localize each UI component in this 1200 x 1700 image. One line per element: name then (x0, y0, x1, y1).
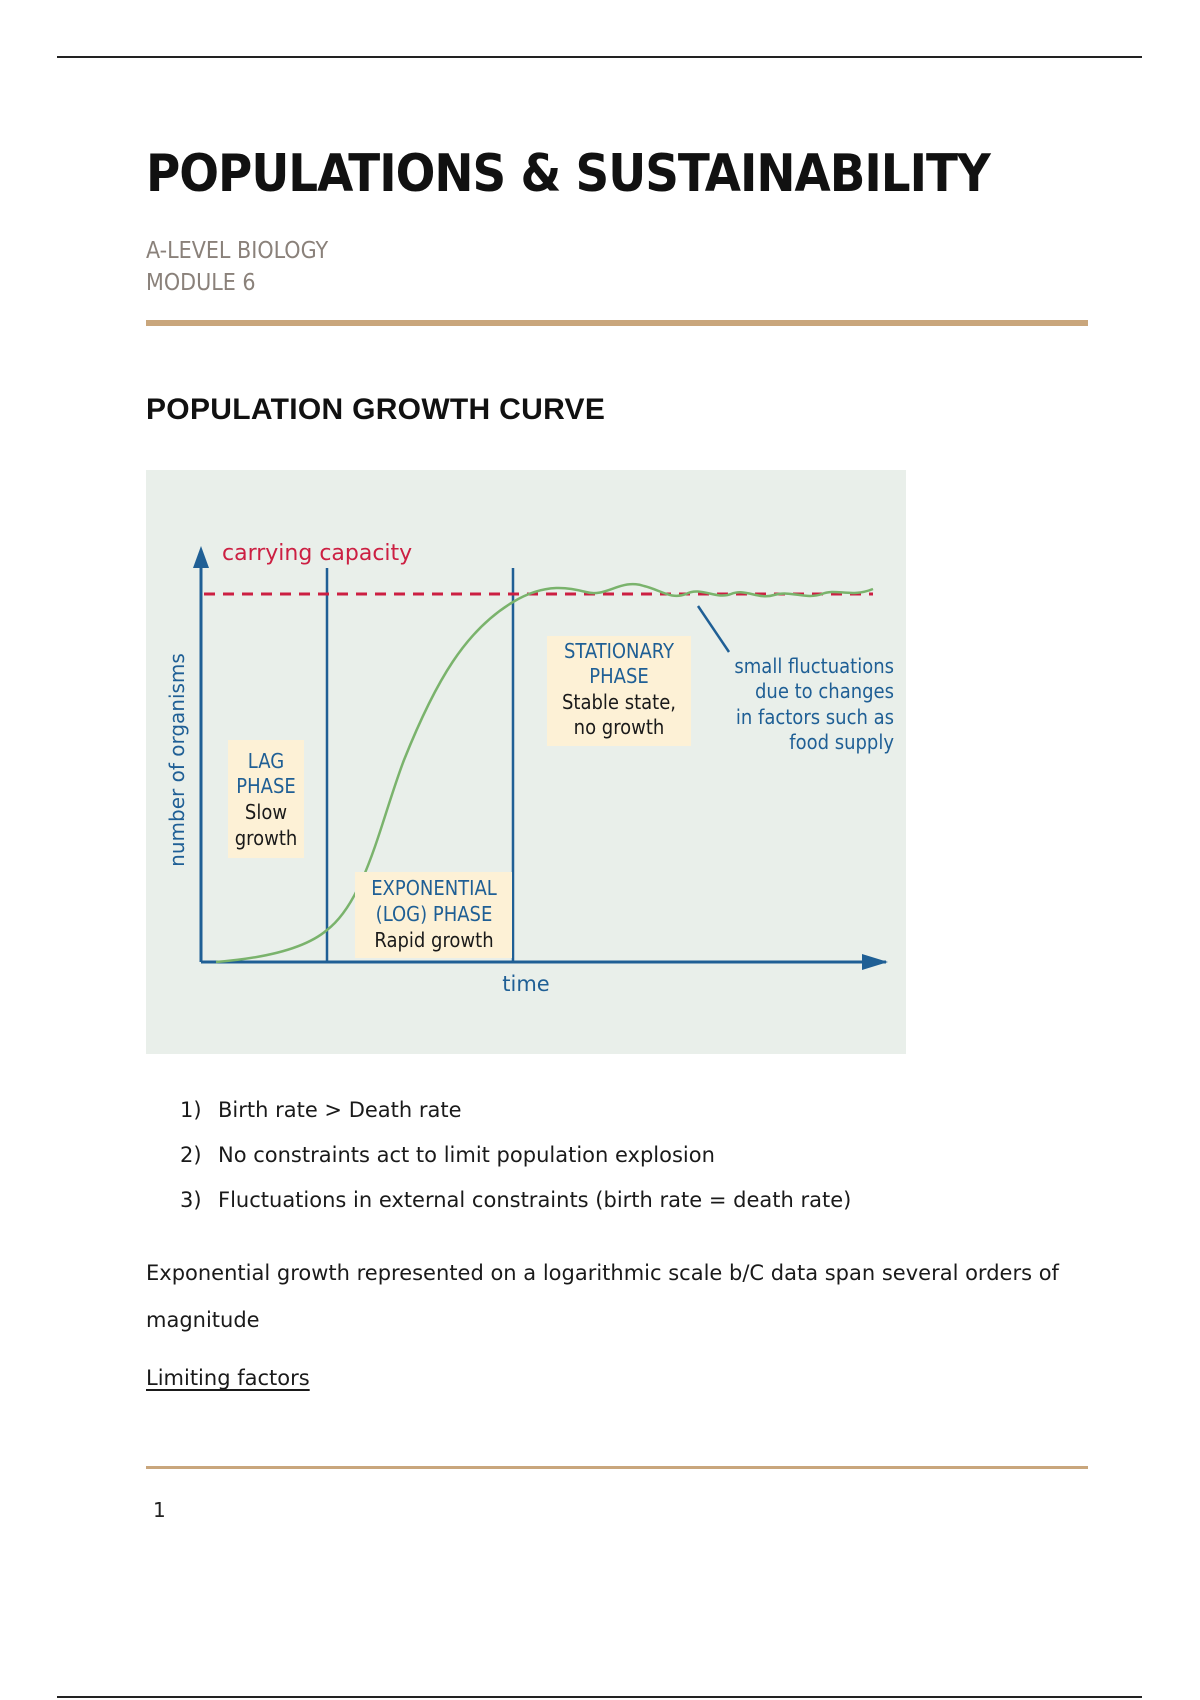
fluctuation-pointer (698, 606, 729, 652)
exponential-phase-line-2: (LOG) PHASE (375, 902, 493, 926)
lag-phase-line-4: growth (234, 826, 298, 850)
y-axis-arrow (193, 546, 209, 568)
stationary-phase-line-4: no growth (573, 715, 665, 739)
list-item (180, 1095, 851, 1140)
page-number: 1 (153, 1498, 166, 1522)
footer-divider (146, 1466, 1088, 1469)
document-title: POPULATIONS & SUSTAINABILITY (146, 144, 990, 204)
x-axis-arrow (862, 954, 888, 970)
fluctuation-note-line-3: in factors such as (735, 705, 894, 729)
top-border-line (57, 56, 1142, 58)
stationary-phase-line-2: PHASE (589, 664, 649, 688)
list-item-number: 3) (180, 1188, 202, 1212)
bottom-border-line (57, 1696, 1142, 1698)
exponential-phase-line-3: Rapid growth (374, 928, 494, 952)
stationary-phase-line-1: STATIONARY (563, 639, 675, 663)
phase-explanation-list (180, 1095, 851, 1230)
x-axis-label: time (502, 972, 550, 996)
exponential-phase-line-1: EXPONENTIAL (371, 876, 497, 900)
stationary-phase-line-3: Stable state, (561, 690, 677, 714)
section-heading: POPULATION GROWTH CURVE (146, 393, 606, 426)
growth-curve-figure (146, 470, 906, 1054)
list-item (180, 1185, 851, 1230)
list-item-text: Birth rate > Death rate (218, 1098, 462, 1122)
fluctuation-note-line-1: small fluctuations (734, 654, 894, 678)
list-item (180, 1140, 851, 1185)
subtitle-module: MODULE 6 (146, 270, 256, 296)
y-axis-label: number of organisms (165, 653, 189, 867)
subtitle-course: A-LEVEL BIOLOGY (146, 238, 329, 264)
list-item-text: No constraints act to limit population explosion (218, 1143, 715, 1167)
lag-phase-line-2: PHASE (236, 774, 296, 798)
lag-phase-line-3: Slow (244, 800, 288, 824)
growth-curve (216, 584, 873, 962)
list-item-text: Fluctuations in external constraints (birth rate = death rate) (218, 1188, 852, 1212)
list-item-number: 2) (180, 1143, 202, 1167)
exponential-growth-paragraph: Exponential growth represented on a logarithmic scale b/C data span several orders of magnitude (146, 1261, 1059, 1332)
growth-curve-diagram (146, 470, 906, 1054)
fluctuation-note-line-2: due to changes (755, 679, 894, 703)
limiting-factors-link[interactable]: Limiting factors (146, 1366, 310, 1390)
lag-phase-line-1: LAG (247, 749, 285, 773)
fluctuation-note-line-4: food supply (789, 730, 894, 754)
header-divider (146, 320, 1088, 326)
carrying-capacity-label: carrying capacity (222, 541, 413, 566)
list-item-number: 1) (180, 1098, 202, 1122)
